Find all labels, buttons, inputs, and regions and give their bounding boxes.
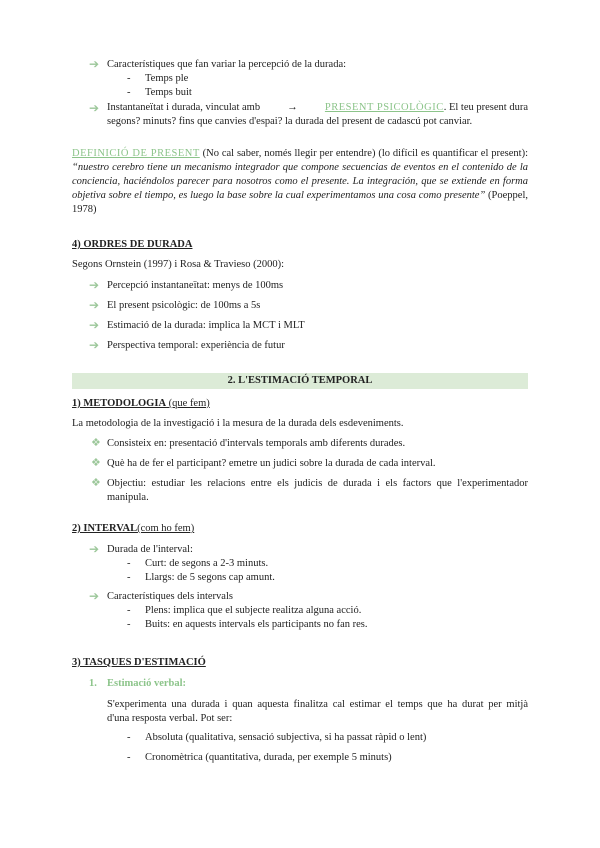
dash-bullet: -	[127, 572, 131, 583]
paragraph-line: S'experimenta una durada i quan aquesta finalitza cal estimar el temps que ha durat per mitjà	[107, 699, 528, 710]
paragraph-line: d'una resposta verbal. Pot ser:	[107, 713, 233, 724]
dash-bullet: -	[127, 752, 131, 763]
list-item: Estimació de la durada: implica la MCT i MLT	[107, 320, 305, 331]
present-psicologic-link[interactable]: PRESENT PSICOLÒGIC	[324, 102, 444, 113]
dash-bullet: -	[127, 732, 131, 743]
arrow-bullet-icon: ➔	[89, 101, 100, 115]
definicio-cite: (Poeppel, 1978)	[72, 190, 528, 215]
definicio-paragraph	[72, 147, 528, 217]
list-number: 1.	[89, 678, 97, 689]
sub-list-item: Plens: implica que el subjecte realitza alguna acció.	[145, 605, 362, 616]
diamond-bullet-icon: ❖	[91, 436, 101, 449]
heading-note: (com ho fem)	[137, 523, 195, 534]
list-item: Què ha de fer el participant? emetre un judici sobre la durada de cada interval.	[107, 458, 436, 469]
section-heading: 1) METODOLOGIA	[72, 398, 167, 409]
sub-list-item: Absoluta (qualitativa, sensació subjectiva, si ha passat ràpid o lent)	[145, 732, 427, 743]
interval-heading	[72, 522, 194, 536]
arrow-bullet-icon: ➔	[89, 318, 100, 332]
list-item-continuation: manipula.	[107, 492, 149, 503]
intro-text: Segons Ornstein (1997) i Rosa & Travieso (2000):	[72, 259, 285, 270]
item-text: . El teu present dura	[443, 102, 528, 113]
list-item: Objectiu: estudiar les relacions entre els judicis de durada i els factors que l'experimentador	[107, 478, 528, 489]
sub-list-item: Temps ple	[145, 73, 189, 84]
sub-heading: Estimació verbal:	[107, 678, 187, 689]
sub-list-item: Cronomètrica (quantitativa, durada, per exemple 5 minuts)	[145, 752, 392, 763]
metodologia-heading	[72, 397, 210, 411]
list-item: Característiques que fan variar la percepció de la durada:	[107, 59, 347, 70]
list-item: Percepció instantaneïtat: menys de 100ms	[107, 280, 284, 291]
dash-bullet: -	[127, 605, 131, 616]
diamond-bullet-icon: ❖	[91, 456, 101, 469]
list-item: El present psicològic: de 100ms a 5s	[107, 300, 261, 311]
list-item: Perspectiva temporal: experiència de futur	[107, 340, 285, 351]
list-item: Consisteix en: presentació d'intervals temporals amb diferents durades.	[107, 438, 406, 449]
definicio-quote: “nuestro cerebro tiene un mecanismo integrador que compone secuencias de eventos en el contenido de la conciencia, haciéndolos parecer para nosotros como el presente. La integración, que se extiende en forma objetiva sobre el tiempo, es luego la base sobre la cual experimentamos una cosa como presente”	[72, 162, 528, 201]
arrow-bullet-icon: ➔	[89, 589, 100, 603]
diamond-bullet-icon: ❖	[91, 476, 101, 489]
sub-list-item: Curt: de segons a 2-3 minuts.	[145, 558, 269, 569]
definicio-note: (No cal saber, només llegir per entendre) (lo difícil es quantificar el present):	[199, 148, 529, 159]
arrow-bullet-icon: ➔	[89, 278, 100, 292]
dash-bullet: -	[127, 87, 131, 98]
list-item-continuation: segons? minuts? fins que canvies d'espai? la durada del present de cadascú pot canviar.	[107, 116, 473, 127]
item-text: Instantaneïtat i durada, vinculat amb	[107, 102, 261, 113]
definicio-label: DEFINICIÓ DE PRESENT	[72, 148, 200, 159]
arrow-bullet-icon: ➔	[89, 298, 100, 312]
list-item	[107, 101, 528, 115]
dash-bullet: -	[127, 619, 131, 630]
list-item: Durada de l'interval:	[107, 544, 193, 555]
list-item: Característiques dels intervals	[107, 591, 233, 602]
arrow-right-icon: →	[287, 102, 298, 113]
section-title-band: 2. L'ESTIMACIÓ TEMPORAL	[72, 373, 528, 389]
sub-list-item: Llargs: de 5 segons cap amunt.	[145, 572, 275, 583]
section-heading: 3) TASQUES D'ESTIMACIÓ	[72, 657, 206, 668]
sub-list-item: Buits: en aquests intervals els participants no fan res.	[145, 619, 368, 630]
section-heading: 2) INTERVAL	[72, 523, 138, 534]
dash-bullet: -	[127, 558, 131, 569]
heading-note: (que fem)	[166, 398, 210, 409]
arrow-bullet-icon: ➔	[89, 57, 100, 71]
arrow-bullet-icon: ➔	[89, 542, 100, 556]
section-heading: 4) ORDRES DE DURADA	[72, 239, 193, 250]
sub-list-item: Temps buit	[145, 87, 192, 98]
arrow-bullet-icon: ➔	[89, 338, 100, 352]
dash-bullet: -	[127, 73, 131, 84]
intro-text: La metodologia de la investigació i la mesura de la durada dels esdeveniments.	[72, 418, 404, 429]
